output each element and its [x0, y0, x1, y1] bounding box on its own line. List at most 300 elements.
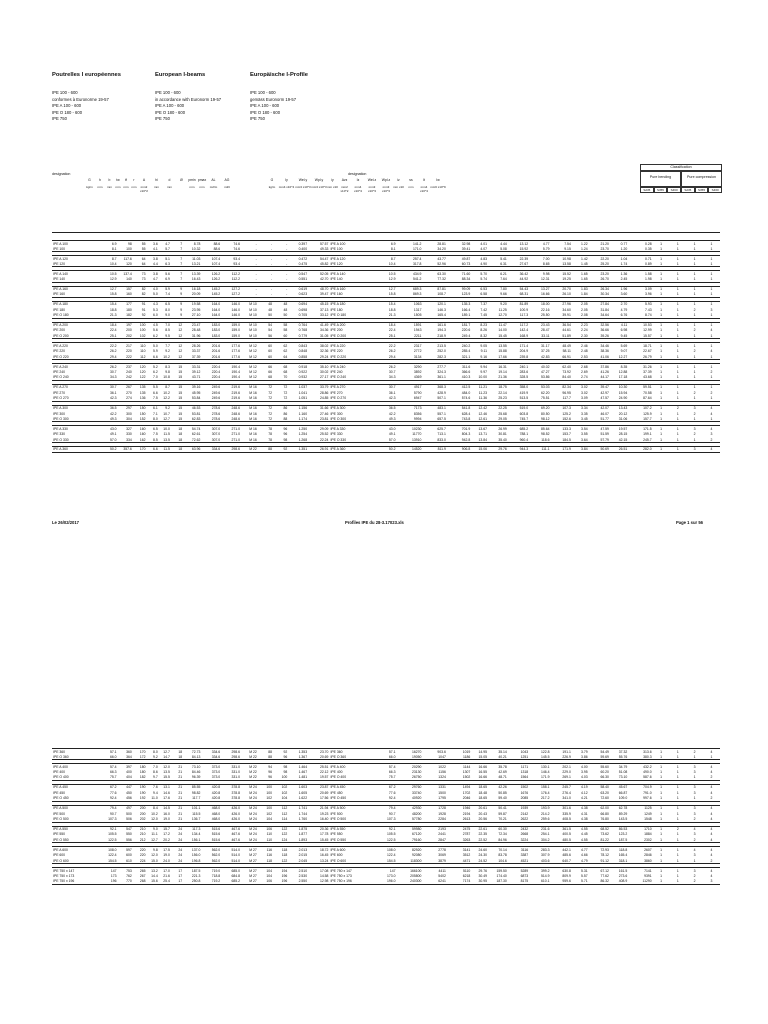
table-cell: 9.98	[529, 271, 550, 277]
table-cell: 1	[676, 811, 679, 816]
table-cell: 43.0	[101, 426, 118, 432]
table-cell: 3069	[438, 853, 446, 858]
table-cell: 118300	[397, 858, 423, 864]
table-cell: 321.1	[447, 354, 471, 360]
table-cell: 4.19	[572, 784, 589, 790]
table-cell: 29.4	[378, 354, 396, 360]
table-cell: 1	[669, 276, 686, 282]
page-2	[0, 556, 768, 1024]
table-cell: 1	[703, 301, 720, 307]
table-cell: 66	[268, 369, 273, 374]
table-cell: 114	[273, 816, 288, 822]
table-cell: 112	[133, 354, 147, 360]
table-cell: 2302	[628, 837, 652, 843]
column-unit: mm4 x10^4	[278, 185, 295, 189]
table-cell: 62	[283, 349, 288, 354]
table-cell: 196	[281, 873, 288, 878]
column-header: iy	[331, 178, 334, 182]
column-header: Wel.z	[367, 178, 377, 182]
title-line: IPE 100 - 600	[155, 90, 181, 95]
table-cell: 271.0	[221, 437, 241, 443]
table-cell: 245.7	[551, 784, 572, 790]
table-cell: 14.00	[498, 328, 507, 333]
table-cell: 6873	[520, 873, 529, 878]
table-cell: 313.6	[628, 749, 652, 755]
column-header: r	[133, 178, 135, 182]
table-cell: 6.9	[101, 241, 118, 247]
table-cell: 105.5	[108, 832, 117, 837]
table-cell: 0.764	[288, 322, 308, 328]
table-cell: 22.4	[109, 328, 117, 333]
table-cell: 4	[710, 328, 713, 333]
table-cell: 26.51	[610, 447, 628, 453]
table-cell: 1	[653, 749, 670, 755]
table-cell: 140	[118, 276, 133, 282]
table-cell: 12.88	[618, 369, 628, 374]
table-cell: 610	[118, 858, 133, 864]
table-cell: 91	[133, 301, 147, 307]
column-header: pmax	[197, 178, 207, 182]
table-cell: 237	[118, 364, 133, 370]
table-cell: 161.5	[610, 868, 628, 874]
table-cell: 9.0	[147, 826, 159, 832]
table-cell: IPE A 220	[52, 343, 101, 349]
table-cell: 21	[171, 764, 183, 770]
table-cell: 42.15	[610, 437, 628, 443]
table-cell: IPE O 270	[329, 396, 378, 402]
table-cell: 31.05	[308, 333, 329, 339]
table-cell: 331.0	[231, 770, 241, 775]
table-cell: 23.95	[191, 307, 201, 312]
table-cell: 96	[268, 770, 273, 775]
table-cell: 1.156	[288, 405, 308, 411]
table-cell: 84.96	[488, 837, 508, 843]
table-cell: 107.3	[378, 816, 396, 822]
table-cell: IPE A 400	[52, 764, 101, 770]
table-cell: 11770	[412, 432, 422, 437]
table-cell: 84.40	[551, 375, 572, 381]
table-cell: 334	[118, 437, 133, 443]
table-cell: 29.09	[308, 426, 329, 432]
table-cell: 99.09	[447, 286, 471, 292]
table-cell: 123.9	[447, 292, 471, 298]
table-cell: 13.1	[159, 784, 171, 790]
table-cell: IPE 160	[52, 292, 101, 298]
table-cell: 2	[693, 349, 696, 354]
table-cell: 0.848	[298, 349, 308, 354]
table-cell: 57.79	[589, 437, 610, 443]
table-cell: 20.2	[159, 837, 171, 843]
table-cell: 334.6	[201, 749, 221, 755]
table-cell: 6.2	[153, 369, 158, 374]
table-cell: 15	[171, 405, 183, 411]
table-cell: 77.6	[388, 790, 396, 795]
table-cell: IPE 600	[53, 853, 66, 858]
table-cell: 70	[273, 375, 288, 381]
table-cell: 75.51	[529, 396, 550, 402]
table-cell: M 10	[249, 307, 257, 312]
table-cell: 39.47	[308, 292, 329, 298]
table-cell: 2	[693, 307, 696, 312]
table-cell: 12.2	[159, 396, 171, 402]
table-cell: IPE 200	[330, 328, 343, 333]
table-cell: 484.0	[461, 390, 471, 395]
table-cell: 28.47	[541, 328, 550, 333]
table-cell: 254.1	[541, 832, 550, 837]
table-cell: 36.1	[388, 390, 396, 395]
table-cell: 515.6	[201, 826, 221, 832]
table-cell: 171.9	[551, 447, 572, 453]
grade-cell: S235	[640, 187, 654, 193]
table-cell: 157.7	[628, 416, 652, 422]
table-cell: 59.69	[589, 754, 610, 760]
table-cell: 12.31	[529, 276, 550, 282]
table-cell: 79.4	[378, 805, 396, 811]
table-cell: 34.3	[378, 375, 396, 381]
table-cell: 1	[676, 390, 679, 395]
table-cell: 160	[133, 426, 147, 432]
table-cell: IPE 120	[329, 261, 378, 267]
table-cell: 8.7	[101, 256, 118, 262]
table-cell: 1	[669, 384, 686, 390]
table-cell: 37.39	[183, 354, 201, 360]
table-cell: IPE A 600	[52, 847, 101, 853]
table-cell: 1.250	[288, 426, 308, 432]
table-cell: 1	[669, 333, 686, 339]
table-cell: 91	[141, 307, 146, 312]
table-cell: 1884	[644, 832, 652, 837]
table-cell: IPE A 360	[52, 447, 101, 453]
table-cell: 1.605	[298, 790, 308, 795]
table-cell: 201.6	[201, 343, 221, 349]
table-cell: 39.26	[589, 333, 610, 339]
table-cell: 60.20	[600, 770, 609, 775]
table-cell: M 16	[241, 437, 258, 443]
table-cell: 426.0	[221, 816, 241, 822]
table-cell: 96.39	[183, 775, 201, 781]
table-cell: 58	[273, 322, 288, 328]
table-cell: 2.24	[581, 328, 588, 333]
table-cell: 219.6	[221, 396, 241, 402]
table-cell: 57.4	[378, 764, 396, 770]
table-cell: 9	[171, 286, 183, 292]
table-cell: 122.4	[387, 853, 396, 858]
table-cell: 2.48	[581, 349, 588, 354]
table-cell: 597	[118, 847, 133, 853]
table-cell: 92.4	[101, 796, 118, 802]
table-cell: 0.623	[288, 292, 308, 298]
table-cell: 1702	[462, 790, 471, 795]
table-cell: 39.16	[183, 384, 201, 390]
table-cell: 1	[653, 246, 670, 252]
table-cell: 745.7	[508, 416, 529, 422]
table-cell: 31.96	[183, 333, 201, 339]
table-cell: 249.6	[201, 396, 221, 402]
table-cell: -	[241, 241, 258, 247]
table-cell: 5.79	[529, 246, 550, 252]
table-cell: 1	[653, 271, 670, 277]
table-cell: 1	[703, 364, 720, 370]
table-cell: 5.2	[147, 364, 159, 370]
table-cell: 7.64	[488, 276, 508, 282]
table-cell: 541.2	[397, 276, 423, 282]
table-cell: 4	[710, 811, 713, 816]
table-cell: 15	[171, 416, 183, 422]
table-cell: 7.00	[529, 256, 550, 262]
table-cell: 2787	[462, 832, 471, 837]
table-cell: 58.40	[589, 784, 610, 790]
table-cell: 434.9	[397, 271, 423, 277]
table-cell: 7	[171, 276, 183, 282]
table-cell: 40.02	[529, 364, 550, 370]
column-header: Iz	[356, 178, 360, 182]
table-cell: 33.11	[529, 333, 550, 339]
table-cell: 1	[686, 796, 703, 802]
table-cell: 17.18	[610, 375, 628, 381]
table-cell: 24.52	[471, 858, 488, 864]
table-cell: 9.66	[488, 292, 508, 298]
table-cell: 26.2	[109, 349, 117, 354]
table-cell: IPE 400	[330, 770, 343, 775]
table-cell: 38.36	[600, 349, 609, 354]
table-cell: 327	[118, 426, 133, 432]
column-unit: mm2 x10^2	[140, 185, 148, 193]
table-cell: 1.353	[288, 749, 308, 755]
table-cell: 1	[703, 286, 720, 292]
table-cell: 6.98	[620, 328, 628, 333]
table-cell: 3.8	[147, 256, 159, 262]
column-unit: m2/m	[209, 185, 218, 189]
table-cell: IPE 360	[52, 749, 101, 755]
table-cell: 48	[258, 301, 273, 307]
table-cell: 15	[171, 384, 183, 390]
column-unit: mm	[154, 185, 159, 189]
table-cell: 221.3	[191, 873, 201, 878]
table-cell: 4.01	[471, 241, 488, 247]
column-unit: mm3 x10^3	[368, 185, 376, 193]
table-cell: 3.02	[572, 384, 589, 390]
table-cell: 2	[693, 390, 696, 395]
table-cell: 2441	[438, 832, 446, 837]
table-cell: 1	[669, 775, 686, 781]
table-cell: 12.42	[471, 405, 488, 411]
table-cell: 12.61	[471, 416, 488, 422]
table-cell: 1	[676, 349, 679, 354]
table-cell: 1	[653, 384, 670, 390]
table-cell: 141.2	[397, 241, 423, 247]
table-cell: 2142	[520, 811, 529, 816]
table-cell: 0.71	[628, 256, 652, 262]
table-cell: 10.4	[378, 261, 396, 267]
table-cell: 515.6	[211, 832, 221, 837]
table-cell: 159.0	[231, 328, 241, 333]
table-cell: 249.6	[201, 384, 221, 390]
table-cell: 12.46	[478, 411, 487, 416]
table-cell: 380.3	[628, 754, 652, 760]
table-cell: 1.875	[288, 826, 308, 832]
table-cell: 358.0	[508, 384, 529, 390]
table-cell: 107.3	[551, 405, 572, 411]
table-cell: 15.5	[159, 775, 171, 781]
table-cell: 0.694	[288, 301, 308, 307]
table-cell: 1	[703, 375, 720, 381]
table-cell: 48.70	[308, 286, 329, 292]
table-cell: 1943	[413, 328, 422, 333]
table-cell: 88	[258, 749, 273, 755]
table-cell: 5.08	[488, 246, 508, 252]
table-cell: 49.87	[447, 256, 471, 262]
column-header: AG	[224, 178, 230, 182]
table-cell: 432.2	[628, 764, 652, 770]
table-cell: 1	[686, 271, 703, 277]
table-cell: 20290	[397, 764, 423, 770]
table-cell: 11.25	[498, 307, 507, 312]
column-header: ss	[409, 178, 413, 182]
table-cell: 420.8	[201, 784, 221, 790]
title-line: gemäss Euronorm 19-57	[250, 96, 297, 102]
table-cell: 152.6	[551, 416, 572, 422]
table-cell: 57.0	[378, 437, 396, 443]
table-cell: 1	[703, 261, 720, 267]
table-cell: 78	[258, 426, 273, 432]
footer-date: Le 26/02/2017	[52, 520, 80, 525]
table-cell: IPE O 240	[329, 375, 378, 381]
table-cell: 117.2	[508, 322, 529, 328]
table-cell: 4369	[397, 375, 423, 381]
table-cell: 1	[669, 396, 686, 402]
table-cell: 4	[686, 826, 703, 832]
table-cell: IPE A 120	[52, 256, 101, 262]
table-cell: 21.3	[378, 312, 396, 318]
table-cell: 2	[693, 411, 696, 416]
table-cell: 903.6	[422, 749, 446, 755]
table-cell: 4	[703, 868, 720, 874]
table-cell: 15	[171, 396, 183, 402]
table-cell: 447	[118, 784, 133, 790]
table-cell: 1.481	[288, 775, 308, 781]
table-cell: 328.5	[508, 375, 529, 381]
table-cell: 1.744	[298, 811, 308, 816]
table-cell: 5289	[508, 868, 529, 874]
table-cell: M 10	[249, 328, 257, 333]
table-cell: 145.2	[201, 286, 221, 292]
table-cell: 72	[273, 384, 288, 390]
table-cell: 408.5	[551, 816, 572, 822]
table-cell: 13.39	[183, 271, 201, 277]
table-cell: 10.7	[163, 411, 170, 416]
table-cell: 0.472	[288, 256, 308, 262]
table-cell: 4	[686, 847, 703, 853]
table-cell: 6.2	[147, 333, 159, 339]
table-cell: 13.21	[183, 261, 201, 267]
table-cell: 220	[139, 853, 146, 858]
table-cell: 112	[273, 805, 288, 811]
table-cell: 108.0	[101, 847, 118, 853]
table-cell: 70.21	[488, 816, 508, 822]
table-cell: 1	[653, 805, 670, 811]
table-cell: 226.9	[551, 754, 572, 760]
table-cell: 92080	[412, 853, 422, 858]
table-cell: 9.16	[471, 354, 488, 360]
grade-cell: S460	[708, 187, 722, 193]
table-cell: 30.95	[471, 879, 488, 885]
table-cell: 68	[283, 369, 288, 374]
table-cell: M 24	[241, 784, 258, 790]
table-cell: 17.08	[308, 868, 329, 874]
table-cell: 86.53	[610, 826, 628, 832]
table-cell: 12	[171, 333, 183, 339]
table-cell: 15.94	[618, 390, 628, 395]
table-cell: 173	[110, 873, 117, 878]
table-cell: IPE A 330	[52, 426, 101, 432]
table-cell: 1	[660, 770, 662, 775]
table-cell: 34.60	[562, 307, 571, 312]
table-cell: 2	[686, 749, 703, 755]
table-cell: 1	[653, 276, 670, 282]
table-cell: 8.32	[471, 333, 488, 339]
table-cell: 1	[676, 328, 679, 333]
table-cell: 12	[178, 349, 183, 354]
table-cell: 130.1	[529, 764, 550, 770]
table-cell: 142.4	[519, 328, 529, 333]
table-cell: 15.57	[628, 333, 652, 339]
table-cell: 500	[126, 811, 132, 816]
table-cell: 1	[653, 775, 670, 781]
table-cell: 3.09	[628, 286, 652, 292]
table-cell: 514.0	[231, 853, 241, 858]
table-cell: 21	[171, 775, 183, 781]
table-cell: 1	[669, 879, 686, 885]
table-cell: 1	[669, 754, 686, 760]
table-cell: 13.2	[147, 868, 159, 874]
table-cell: 189.1	[447, 312, 471, 318]
table-cell: 248.6	[231, 411, 241, 416]
table-cell: 22.67	[643, 349, 652, 354]
table-cell: 250.8	[183, 879, 201, 885]
table-cell: 187.5	[610, 837, 628, 843]
table-cell: 4	[710, 832, 713, 837]
table-cell: 210	[133, 826, 147, 832]
table-cell: 137.4	[118, 271, 133, 277]
table-cell: 1676	[520, 790, 529, 795]
table-cell: 1249	[644, 811, 652, 816]
table-cell: 1	[686, 241, 703, 247]
table-cell: 0.400	[288, 246, 308, 252]
table-cell: 719.2	[201, 879, 221, 885]
table-cell: 9.8	[165, 369, 170, 374]
table-cell: 8.5	[147, 437, 159, 443]
table-cell: IPE A 120	[329, 256, 378, 262]
table-cell: 104	[273, 796, 288, 802]
table-cell: 25.68	[498, 411, 507, 416]
table-cell: 282.0	[628, 447, 652, 453]
table-cell: 1	[703, 322, 720, 328]
table-cell: 23130	[412, 770, 422, 775]
table-cell: -	[241, 286, 258, 292]
table-cell: 18.65	[471, 784, 488, 790]
table-cell: 942.8	[447, 437, 471, 443]
table-cell: 47.27	[541, 369, 550, 374]
table-cell: IPE 140	[329, 276, 378, 282]
table-cell: 9.7	[147, 775, 159, 781]
table-cell: 3263	[447, 837, 471, 843]
table-cell: 68	[273, 364, 288, 370]
table-cell: 180	[133, 764, 147, 770]
table-cell: 809.9	[562, 873, 571, 878]
table-cell: 304	[118, 416, 133, 422]
table-cell: 541.8	[447, 405, 471, 411]
table-cell: IPE 100	[52, 246, 101, 252]
